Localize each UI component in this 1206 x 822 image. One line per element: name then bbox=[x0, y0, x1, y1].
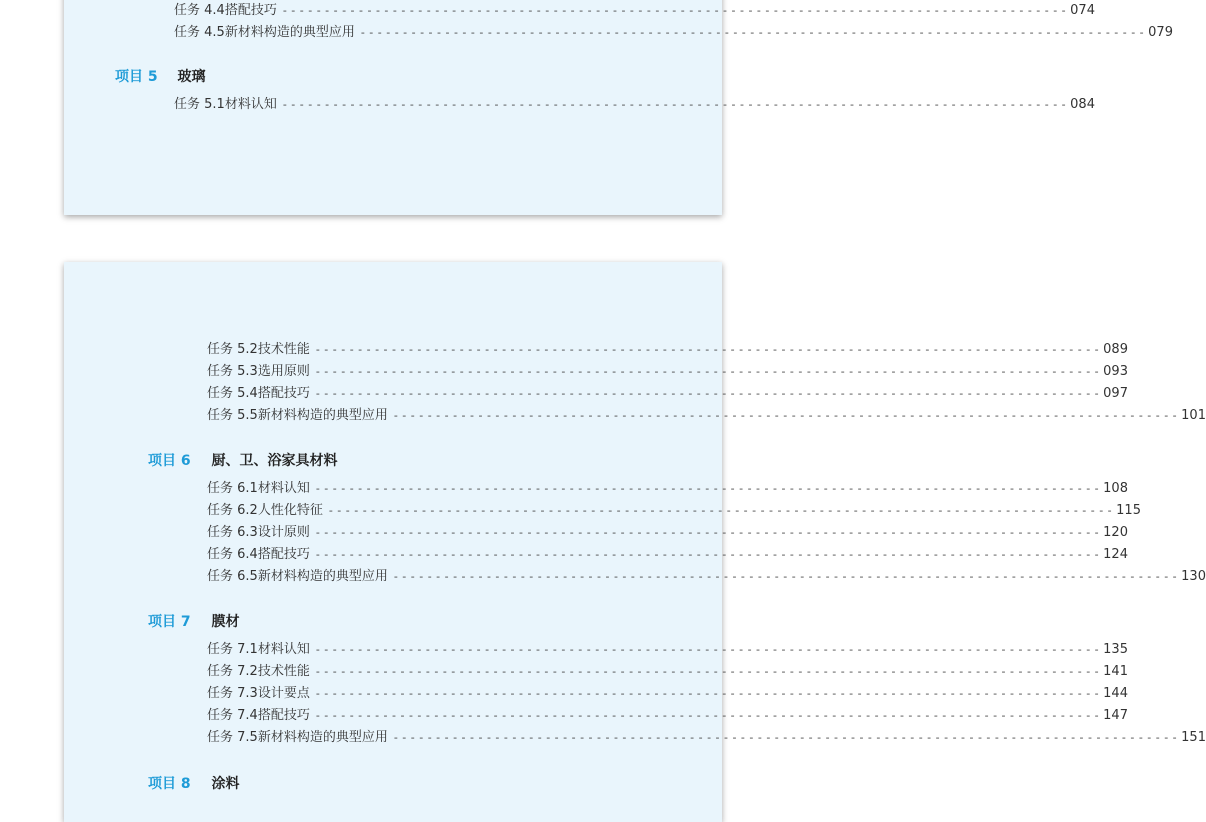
page-number: 130 bbox=[1181, 569, 1206, 584]
dot-leader: - - - - - - - - - - - - - - - - - - - - - - - - - - - - - - - - - - - - - - - - - - - - - - - - - - - - - - - - - - - - - - - - - - - - - - - - - - - - - - - - - - - - - - - - - - - - - bbox=[315, 343, 1100, 356]
page-number: 093 bbox=[1103, 364, 1128, 379]
page-number: 115 bbox=[1116, 503, 1141, 518]
task-title: 搭配技巧 bbox=[224, 3, 277, 18]
task-number: 任务 4.4 bbox=[174, 3, 225, 18]
task-number: 任务 5.4 bbox=[207, 386, 258, 401]
toc-entry bbox=[207, 385, 1128, 403]
page-number: 135 bbox=[1103, 642, 1128, 657]
dot-leader: - - - - - - - - - - - - - - - - - - - - - - - - - - - - - - - - - - - - - - - - - - - - - - - - - - - - - - - - - - - - - - - - - - - - - - - - - - - - - - - - - - - - - - - - - - - - - bbox=[360, 26, 1145, 39]
dot-leader: - - - - - - - - - - - - - - - - - - - - - - - - - - - - - - - - - - - - - - - - - - - - - - - - - - - - - - - - - - - - - - - - - - - - - - - - - - - - - - - - - - - - - - - - - - - - - bbox=[328, 504, 1113, 517]
page-number: 101 bbox=[1181, 408, 1206, 423]
task-title: 设计要点 bbox=[257, 686, 310, 701]
toc-entry bbox=[174, 24, 1173, 42]
task-number: 任务 5.3 bbox=[207, 364, 258, 379]
toc-entry bbox=[207, 524, 1128, 542]
task-title: 材料认知 bbox=[257, 481, 310, 496]
task-number: 任务 6.3 bbox=[207, 525, 258, 540]
task-title: 设计原则 bbox=[257, 525, 310, 540]
task-number: 任务 7.3 bbox=[207, 686, 258, 701]
task-number: 任务 6.1 bbox=[207, 481, 258, 496]
toc-page-1 bbox=[64, 0, 1173, 215]
dot-leader: - - - - - - - - - - - - - - - - - - - - - - - - - - - - - - - - - - - - - - - - - - - - - - - - - - - - - - - - - - - - - - - - - - - - - - - - - - - - - - - - - - - - - - - - - - - - - bbox=[315, 643, 1100, 656]
task-title: 技术性能 bbox=[257, 664, 310, 679]
dot-leader: - - - - - - - - - - - - - - - - - - - - - - - - - - - - - - - - - - - - - - - - - - - - - - - - - - - - - - - - - - - - - - - - - - - - - - - - - - - - - - - - - - - - - - - - - - - - - bbox=[315, 365, 1100, 378]
page-number: 079 bbox=[1148, 25, 1173, 40]
task-title: 新材料构造的典型应用 bbox=[257, 730, 388, 745]
toc-entry bbox=[174, 96, 1095, 114]
task-title: 新材料构造的典型应用 bbox=[224, 25, 355, 40]
task-title: 材料认知 bbox=[257, 642, 310, 657]
dot-leader: - - - - - - - - - - - - - - - - - - - - - - - - - - - - - - - - - - - - - - - - - - - - - - - - - - - - - - - - - - - - - - - - - - - - - - - - - - - - - - - - - - - - - - - - - - - - - bbox=[315, 687, 1100, 700]
task-number: 任务 5.5 bbox=[207, 408, 258, 423]
toc-entry bbox=[207, 363, 1128, 381]
task-title: 选用原则 bbox=[257, 364, 310, 379]
toc-page-2 bbox=[64, 262, 1206, 822]
dot-leader: - - - - - - - - - - - - - - - - - - - - - - - - - - - - - - - - - - - - - - - - - - - - - - - - - - - - - - - - - - - - - - - - - - - - - - - - - - - - - - - - - - - - - - - - - - - - - bbox=[315, 387, 1100, 400]
task-number: 任务 5.1 bbox=[174, 97, 225, 112]
task-number: 任务 7.5 bbox=[207, 730, 258, 745]
project-number: 项目 7 bbox=[148, 614, 191, 630]
task-title: 搭配技巧 bbox=[257, 708, 310, 723]
page-number: 097 bbox=[1103, 386, 1128, 401]
dot-leader: - - - - - - - - - - - - - - - - - - - - - - - - - - - - - - - - - - - - - - - - - - - - - - - - - - - - - - - - - - - - - - - - - - - - - - - - - - - - - - - - - - - - - - - - - - - - - bbox=[315, 526, 1100, 539]
task-number: 任务 7.2 bbox=[207, 664, 258, 679]
dot-leader: - - - - - - - - - - - - - - - - - - - - - - - - - - - - - - - - - - - - - - - - - - - - - - - - - - - - - - - - - - - - - - - - - - - - - - - - - - - - - - - - - - - - - - - - - - - - - bbox=[393, 731, 1178, 744]
page-number: 141 bbox=[1103, 664, 1128, 679]
task-title: 新材料构造的典型应用 bbox=[257, 408, 388, 423]
project-title: 膜材 bbox=[211, 614, 240, 630]
page-number: 108 bbox=[1103, 481, 1128, 496]
page-number: 084 bbox=[1070, 97, 1095, 112]
page-number: 074 bbox=[1070, 3, 1095, 18]
toc-entry bbox=[207, 707, 1128, 725]
toc-entry bbox=[207, 480, 1128, 498]
task-number: 任务 4.5 bbox=[174, 25, 225, 40]
dot-leader: - - - - - - - - - - - - - - - - - - - - - - - - - - - - - - - - - - - - - - - - - - - - - - - - - - - - - - - - - - - - - - - - - - - - - - - - - - - - - - - - - - - - - - - - - - - - - bbox=[315, 548, 1100, 561]
page-number: 089 bbox=[1103, 342, 1128, 357]
project-title: 玻璃 bbox=[177, 69, 206, 85]
dot-leader: - - - - - - - - - - - - - - - - - - - - - - - - - - - - - - - - - - - - - - - - - - - - - - - - - - - - - - - - - - - - - - - - - - - - - - - - - - - - - - - - - - - - - - - - - - - - - bbox=[393, 409, 1178, 422]
page-number: 120 bbox=[1103, 525, 1128, 540]
task-number: 任务 6.5 bbox=[207, 569, 258, 584]
dot-leader: - - - - - - - - - - - - - - - - - - - - - - - - - - - - - - - - - - - - - - - - - - - - - - - - - - - - - - - - - - - - - - - - - - - - - - - - - - - - - - - - - - - - - - - - - - - - - bbox=[282, 98, 1067, 111]
toc-entry bbox=[207, 568, 1206, 586]
dot-leader: - - - - - - - - - - - - - - - - - - - - - - - - - - - - - - - - - - - - - - - - - - - - - - - - - - - - - - - - - - - - - - - - - - - - - - - - - - - - - - - - - - - - - - - - - - - - - bbox=[393, 570, 1178, 583]
task-number: 任务 5.2 bbox=[207, 342, 258, 357]
toc-entry bbox=[207, 502, 1141, 520]
project-title: 涂料 bbox=[211, 776, 240, 792]
toc-entry bbox=[207, 663, 1128, 681]
project-number: 项目 8 bbox=[148, 776, 191, 792]
dot-leader: - - - - - - - - - - - - - - - - - - - - - - - - - - - - - - - - - - - - - - - - - - - - - - - - - - - - - - - - - - - - - - - - - - - - - - - - - - - - - - - - - - - - - - - - - - - - - bbox=[282, 4, 1067, 17]
project-heading bbox=[148, 613, 239, 631]
task-number: 任务 6.2 bbox=[207, 503, 258, 518]
page-number: 151 bbox=[1181, 730, 1206, 745]
toc-entry bbox=[207, 341, 1128, 359]
project-heading bbox=[115, 68, 205, 86]
task-title: 材料认知 bbox=[224, 97, 277, 112]
toc-entry bbox=[207, 641, 1128, 659]
task-title: 搭配技巧 bbox=[257, 386, 310, 401]
toc-entry bbox=[207, 546, 1128, 564]
task-title: 搭配技巧 bbox=[257, 547, 310, 562]
toc-entry bbox=[207, 685, 1128, 703]
project-heading bbox=[148, 775, 239, 793]
dot-leader: - - - - - - - - - - - - - - - - - - - - - - - - - - - - - - - - - - - - - - - - - - - - - - - - - - - - - - - - - - - - - - - - - - - - - - - - - - - - - - - - - - - - - - - - - - - - - bbox=[315, 482, 1100, 495]
task-number: 任务 7.4 bbox=[207, 708, 258, 723]
project-number: 项目 5 bbox=[115, 69, 158, 85]
task-title: 人性化特征 bbox=[257, 503, 323, 518]
page-number: 147 bbox=[1103, 708, 1128, 723]
toc-entry bbox=[174, 2, 1095, 20]
dot-leader: - - - - - - - - - - - - - - - - - - - - - - - - - - - - - - - - - - - - - - - - - - - - - - - - - - - - - - - - - - - - - - - - - - - - - - - - - - - - - - - - - - - - - - - - - - - - - bbox=[315, 709, 1100, 722]
project-title: 厨、卫、浴家具材料 bbox=[211, 453, 338, 469]
task-title: 技术性能 bbox=[257, 342, 310, 357]
task-number: 任务 6.4 bbox=[207, 547, 258, 562]
dot-leader: - - - - - - - - - - - - - - - - - - - - - - - - - - - - - - - - - - - - - - - - - - - - - - - - - - - - - - - - - - - - - - - - - - - - - - - - - - - - - - - - - - - - - - - - - - - - - bbox=[315, 665, 1100, 678]
toc-entry bbox=[207, 729, 1206, 747]
project-heading bbox=[148, 452, 337, 470]
task-number: 任务 7.1 bbox=[207, 642, 258, 657]
toc-entry bbox=[207, 407, 1206, 425]
task-title: 新材料构造的典型应用 bbox=[257, 569, 388, 584]
page-number: 144 bbox=[1103, 686, 1128, 701]
page-number: 124 bbox=[1103, 547, 1128, 562]
project-number: 项目 6 bbox=[148, 453, 191, 469]
